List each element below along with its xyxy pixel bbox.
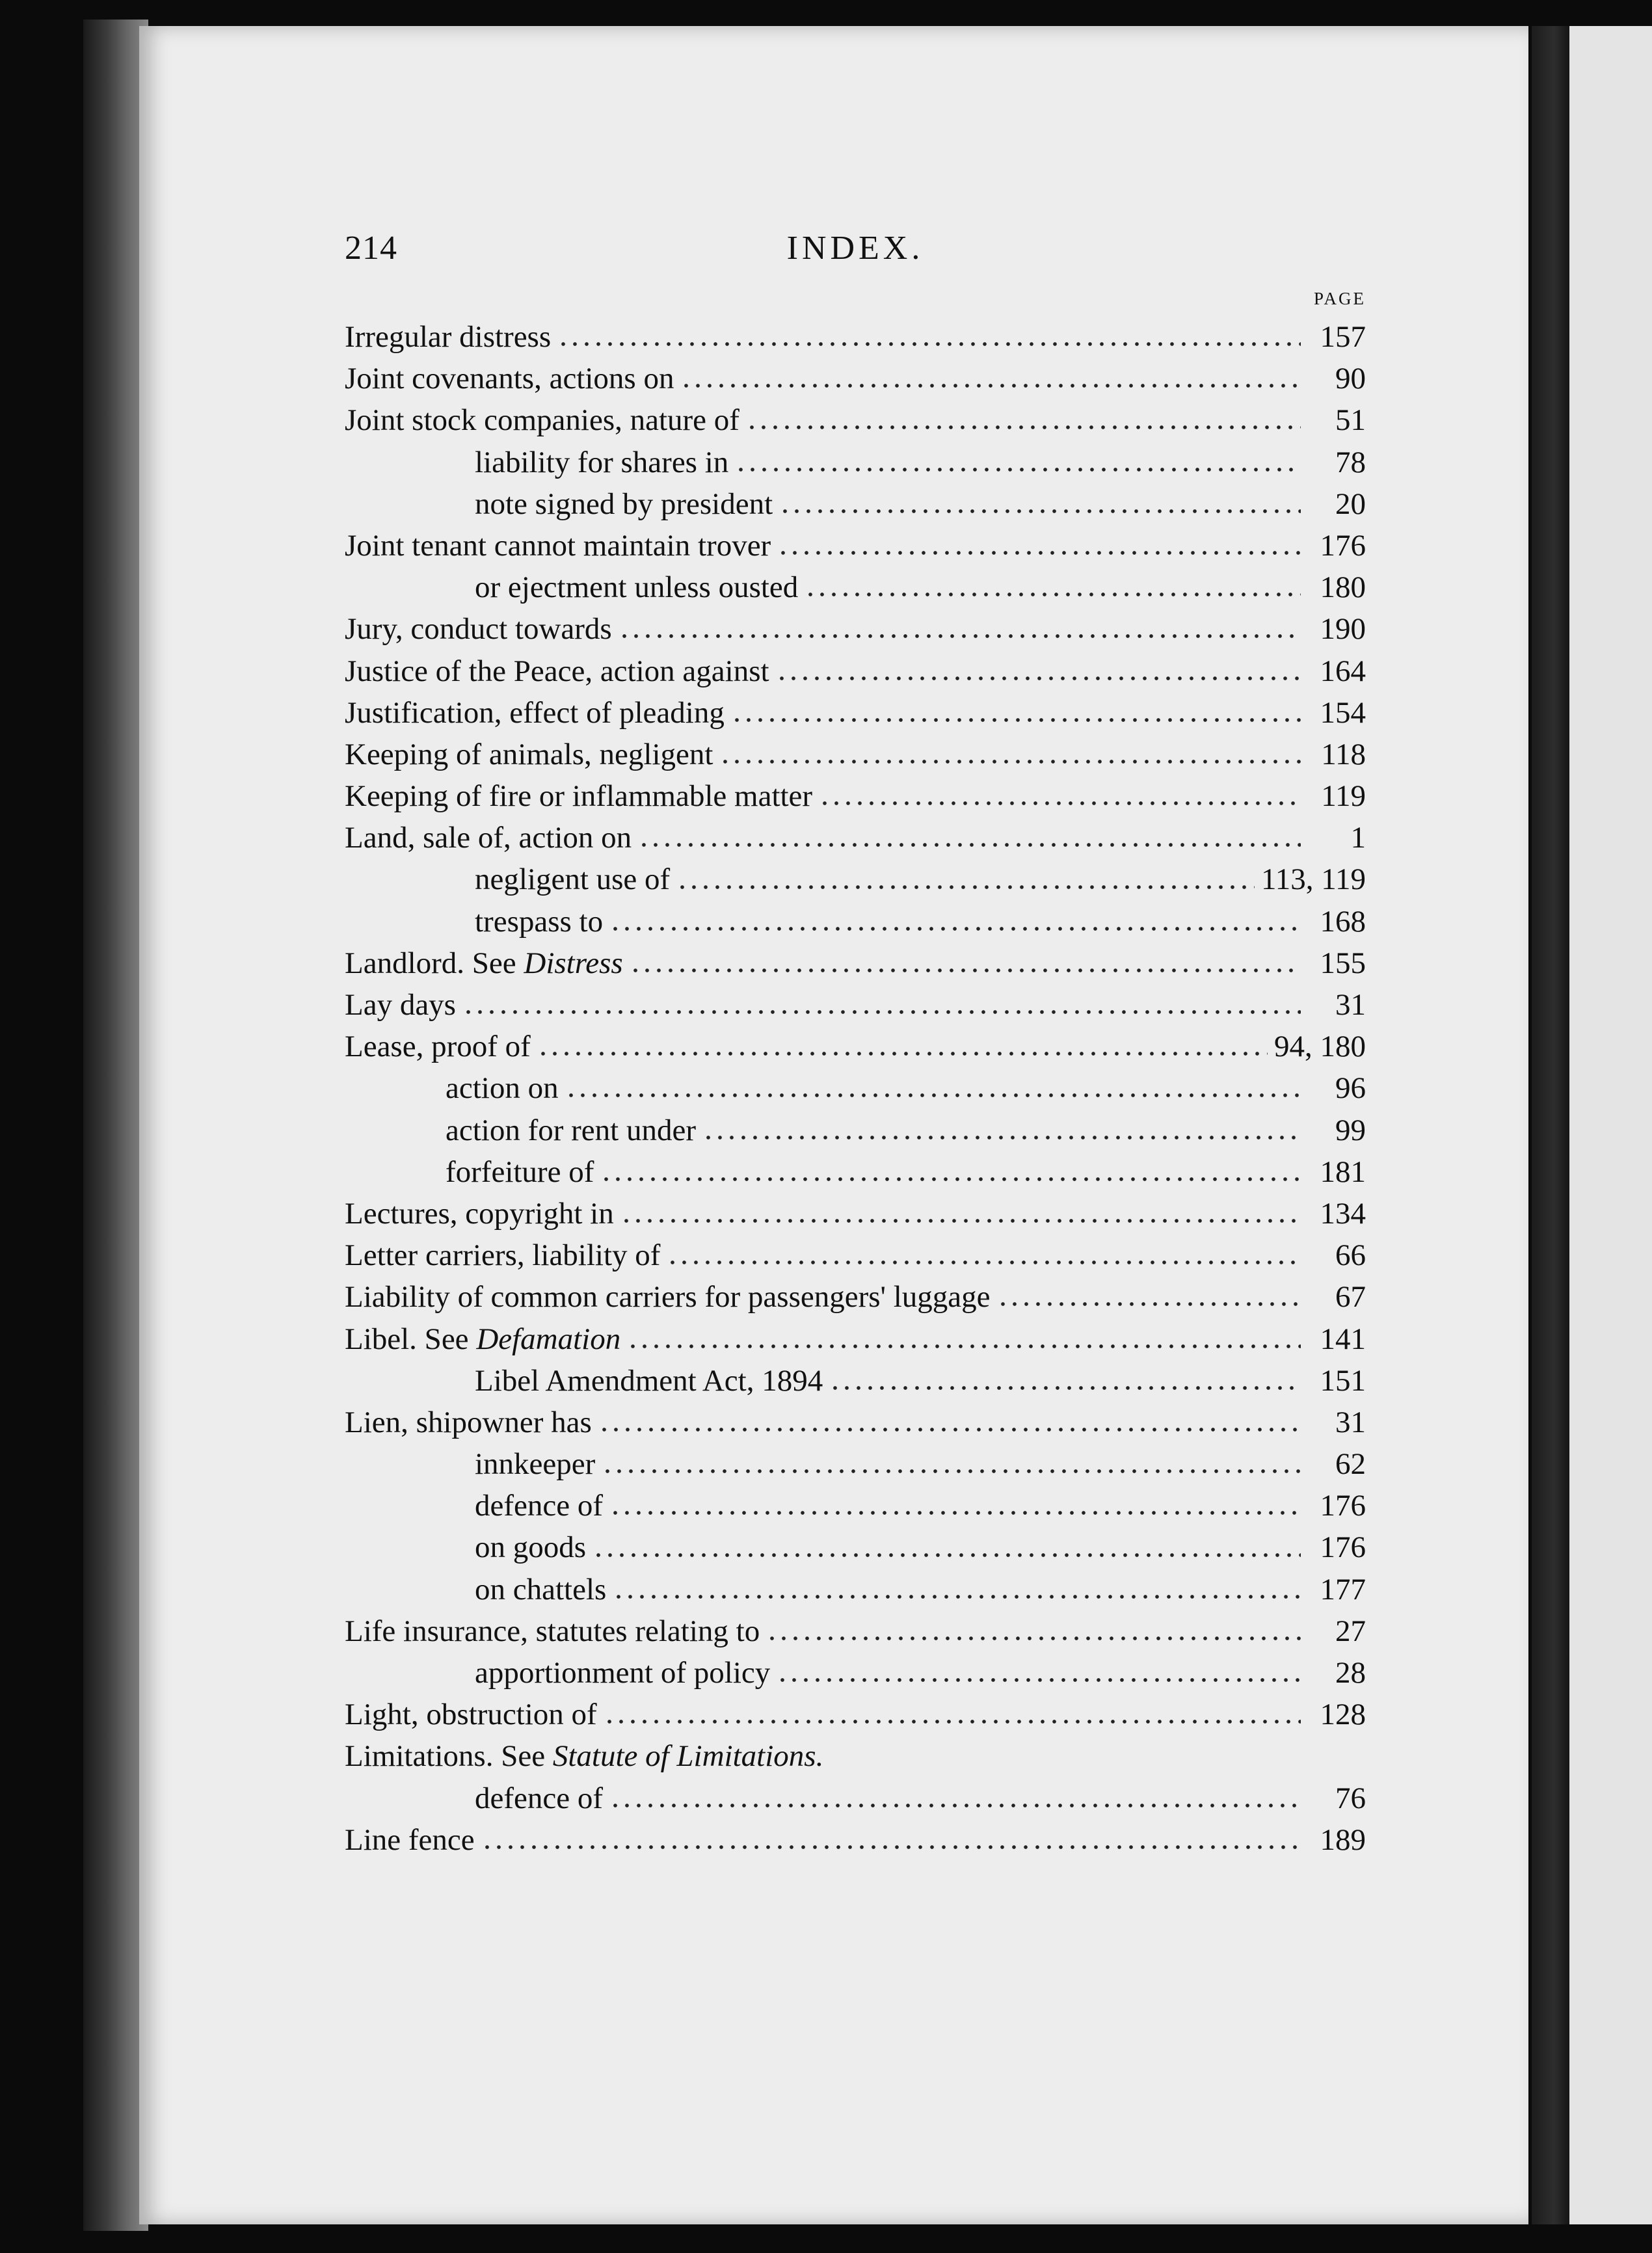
- page-reference: 155: [1320, 946, 1366, 980]
- index-term-text: or ejectment unless ousted: [475, 570, 799, 605]
- dot-leader: [630, 967, 1301, 974]
- dot-leader: [779, 507, 1301, 515]
- page-reference: 190: [1320, 612, 1366, 647]
- dot-leader: [746, 423, 1301, 431]
- page-reference: 176: [1320, 528, 1366, 563]
- index-term: [345, 525, 771, 567]
- index-term: [475, 442, 728, 483]
- dot-leader: [609, 1509, 1301, 1517]
- index-entry: [345, 817, 1366, 859]
- index-entry: [345, 1569, 1366, 1610]
- index-term-text: Landlord. See: [345, 946, 524, 980]
- dot-leader: [619, 632, 1301, 640]
- page-reference: 28: [1335, 1656, 1366, 1690]
- index-entry: [345, 692, 1366, 734]
- page-reference: 31: [1335, 988, 1366, 1022]
- index-entry: [345, 1778, 1366, 1819]
- dot-leader: [735, 466, 1301, 473]
- index-term-text: Lectures, copyright in: [345, 1196, 614, 1231]
- page-reference: 1: [1350, 821, 1366, 855]
- index-entry: [345, 1819, 1366, 1861]
- page-reference: 66: [1335, 1238, 1366, 1273]
- index-term-text: Limitations. See: [345, 1739, 553, 1774]
- page-reference: 189: [1320, 1822, 1366, 1857]
- index-term-text: on goods: [475, 1530, 587, 1565]
- index-term: [475, 1443, 595, 1485]
- index-term: [475, 567, 798, 608]
- cross-reference: Distress: [524, 946, 623, 980]
- index-entry: [345, 859, 1366, 900]
- index-entry: [345, 483, 1366, 525]
- index-entry: [345, 1485, 1366, 1526]
- book-gutter: [1532, 26, 1569, 2224]
- page-reference: 176: [1320, 1530, 1366, 1565]
- page-reference: 20: [1335, 487, 1366, 521]
- index-term-text: defence of: [475, 1489, 603, 1523]
- index-term: [345, 1402, 592, 1443]
- cross-reference: Defamation: [476, 1322, 621, 1356]
- page-reference: 181: [1320, 1154, 1366, 1189]
- page-reference: 94, 180: [1274, 1030, 1366, 1064]
- index-term-text: Lien, shipowner has: [345, 1405, 592, 1439]
- index-term-text: Lay days: [345, 988, 456, 1022]
- index-term-text: Land, sale of, action on: [345, 821, 632, 855]
- index-term: [345, 817, 632, 859]
- index-term: [446, 1151, 594, 1193]
- page-reference: 177: [1320, 1572, 1366, 1606]
- page-reference: 119: [1321, 779, 1366, 814]
- dot-leader: [667, 1259, 1301, 1266]
- dot-leader: [600, 1175, 1301, 1183]
- index-term-text: Justice of the Peace, action against: [345, 654, 769, 688]
- dot-leader: [565, 1091, 1301, 1099]
- dot-leader: [766, 1634, 1301, 1642]
- page-reference: 176: [1320, 1489, 1366, 1523]
- page-reference: 96: [1335, 1071, 1366, 1106]
- index-term: [345, 1193, 614, 1234]
- index-term: [475, 1652, 770, 1694]
- index-term-text: Light, obstruction of: [345, 1698, 597, 1732]
- index-entry: [345, 1110, 1366, 1151]
- index-term: [345, 942, 623, 984]
- index-entry: [345, 901, 1366, 942]
- index-term-text: Lease, proof of: [345, 1030, 531, 1064]
- dot-leader: [805, 591, 1301, 598]
- index-term-text: Libel Amendment Act, 1894: [475, 1363, 823, 1398]
- page-reference: 134: [1320, 1196, 1366, 1231]
- page-reference: 157: [1320, 320, 1366, 354]
- index-term: [345, 1234, 660, 1276]
- dot-leader: [604, 1718, 1301, 1726]
- page-number: 214: [345, 230, 397, 267]
- index-entry: [345, 1318, 1366, 1360]
- dot-leader: [676, 883, 1255, 891]
- dot-leader: [602, 1467, 1301, 1475]
- index-term: [345, 358, 674, 399]
- dot-leader: [593, 1551, 1301, 1559]
- index-entry: [345, 1276, 1366, 1318]
- running-title: INDEX.: [786, 230, 924, 267]
- index-term: [475, 483, 773, 525]
- index-term: [345, 1318, 620, 1360]
- index-term-text: action on: [446, 1071, 559, 1106]
- index-term: [475, 1778, 603, 1819]
- dot-leader: [620, 1217, 1301, 1225]
- index-term: [475, 859, 670, 900]
- dot-leader: [557, 340, 1301, 348]
- page-reference: 78: [1335, 445, 1366, 479]
- index-term-text: Keeping of animals, negligent: [345, 737, 713, 771]
- page-reference: 141: [1320, 1322, 1366, 1356]
- index-term: [345, 1610, 760, 1652]
- page-reference: 168: [1320, 904, 1366, 939]
- index-term: [475, 1569, 606, 1610]
- dot-leader: [462, 1008, 1301, 1016]
- book-spine-shadow: [83, 20, 148, 2231]
- index-entry: [345, 567, 1366, 608]
- dot-leader: [609, 1802, 1301, 1809]
- index-term-text: defence of: [475, 1781, 603, 1815]
- index-term: [345, 1276, 991, 1318]
- dot-leader: [702, 1134, 1301, 1141]
- index-entry: [345, 1026, 1366, 1067]
- index-term: [345, 316, 551, 358]
- index-term-text: Liability of common carriers for passengers' luggage: [345, 1280, 991, 1314]
- index-term: [345, 399, 739, 441]
- index-entry: [345, 1402, 1366, 1443]
- index-term-text: Life insurance, statutes relating to: [345, 1614, 760, 1648]
- page-reference: 113, 119: [1260, 862, 1366, 897]
- page-reference: 128: [1320, 1698, 1366, 1732]
- index-term-text: liability for shares in: [475, 445, 729, 479]
- index-term-text: negligent use of: [475, 862, 671, 897]
- dot-leader: [997, 1300, 1301, 1308]
- facing-page-edge: [1569, 26, 1652, 2224]
- index-entry: [345, 399, 1366, 441]
- dot-leader: [719, 758, 1301, 766]
- page-reference: 118: [1321, 737, 1366, 771]
- page-column-header: PAGE: [1313, 289, 1366, 308]
- page-reference: 76: [1335, 1781, 1366, 1815]
- index-term: [345, 692, 725, 734]
- dot-leader: [613, 1593, 1301, 1601]
- index-term-text: apportionment of policy: [475, 1656, 771, 1690]
- index-term-text: innkeeper: [475, 1447, 596, 1482]
- index-term: [475, 1485, 603, 1526]
- dot-leader: [680, 382, 1301, 390]
- index-term-text: forfeiture of: [446, 1154, 594, 1189]
- index-entry: [345, 1735, 1366, 1777]
- index-entry: [345, 1151, 1366, 1193]
- index-entry: [345, 775, 1366, 817]
- index-term-text: Jury, conduct towards: [345, 612, 612, 647]
- dot-leader: [777, 1676, 1301, 1684]
- index-term-text: Joint stock companies, nature of: [345, 403, 739, 438]
- index-term: [345, 984, 456, 1026]
- page-reference: 151: [1320, 1363, 1366, 1398]
- index-entry: [345, 734, 1366, 775]
- page-reference: 90: [1335, 362, 1366, 396]
- index-term: [345, 650, 769, 692]
- index-entry: [345, 525, 1366, 567]
- page-reference: 27: [1335, 1614, 1366, 1648]
- dot-leader: [731, 716, 1301, 724]
- dot-leader: [819, 799, 1301, 807]
- index-entry: [345, 1526, 1366, 1568]
- dot-leader: [829, 1384, 1301, 1392]
- cross-reference: Statute of Limitations.: [552, 1739, 824, 1774]
- index-term-text: Justification, effect of pleading: [345, 695, 725, 730]
- index-term-text: trespass to: [475, 904, 604, 939]
- page-reference: 67: [1335, 1280, 1366, 1314]
- index-term: [475, 901, 603, 942]
- index-entry: [345, 1234, 1366, 1276]
- dot-leader: [598, 1426, 1301, 1433]
- index-entry: [345, 1443, 1366, 1485]
- index-entry: [345, 1067, 1366, 1109]
- index-term: [345, 608, 612, 650]
- dot-leader: [609, 925, 1301, 933]
- index-term: [446, 1110, 696, 1151]
- page-reference: 180: [1320, 570, 1366, 605]
- index-term: [345, 1819, 475, 1861]
- index-term: [446, 1067, 559, 1109]
- index-term: [345, 1735, 823, 1777]
- dot-leader: [638, 841, 1301, 849]
- index-term: [345, 1026, 531, 1067]
- index-term-text: Joint tenant cannot maintain trover: [345, 528, 771, 563]
- index-term: [475, 1526, 586, 1568]
- index-term-text: Irregular distress: [345, 320, 552, 354]
- index-term-text: Keeping of fire or inflammable matter: [345, 779, 813, 814]
- index-entry: [345, 316, 1366, 358]
- page-reference: 62: [1335, 1447, 1366, 1482]
- index-term: [345, 1694, 597, 1735]
- index-entry: [345, 942, 1366, 984]
- index-entry: [345, 1360, 1366, 1402]
- index-entry: [345, 984, 1366, 1026]
- index-entry: [345, 442, 1366, 483]
- dot-leader: [627, 1342, 1301, 1350]
- index-term-text: action for rent under: [446, 1113, 696, 1147]
- index-entry: [345, 1694, 1366, 1735]
- index-term: [345, 775, 812, 817]
- index-term-text: Libel. See: [345, 1322, 477, 1356]
- page-reference: 154: [1320, 695, 1366, 730]
- index-term-text: Line fence: [345, 1822, 475, 1857]
- page-reference: 164: [1320, 654, 1366, 688]
- page-reference: 31: [1335, 1405, 1366, 1439]
- index-entry: [345, 650, 1366, 692]
- index-term: [475, 1360, 823, 1402]
- dot-leader: [537, 1050, 1268, 1058]
- dot-leader: [776, 674, 1301, 682]
- index-term-text: note signed by president: [475, 487, 773, 521]
- index-entry: [345, 1193, 1366, 1234]
- index-entry: [345, 1652, 1366, 1694]
- dot-leader: [481, 1843, 1301, 1851]
- page-reference: 51: [1335, 403, 1366, 438]
- index-term-text: on chattels: [475, 1572, 607, 1606]
- index-entry: [345, 608, 1366, 650]
- index-list: [345, 316, 1366, 1861]
- index-term: [345, 734, 713, 775]
- index-entry: [345, 1610, 1366, 1652]
- index-term-text: Letter carriers, liability of: [345, 1238, 661, 1273]
- page-reference: 99: [1335, 1113, 1366, 1147]
- index-entry: [345, 358, 1366, 399]
- dot-leader: [777, 549, 1301, 557]
- index-term-text: Joint covenants, actions on: [345, 362, 674, 396]
- page-header: [345, 229, 1366, 274]
